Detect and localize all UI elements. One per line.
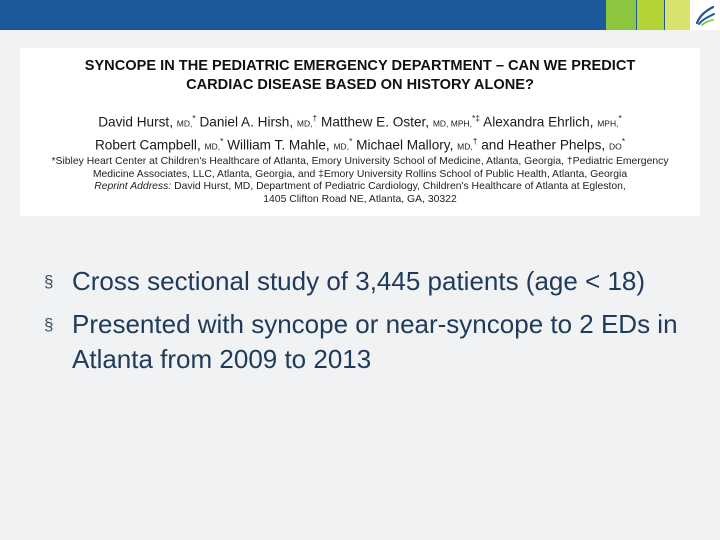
bullet-text: Cross sectional study of 3,445 patients (age < 18) [72,266,646,296]
paper-title-line-2: CARDIAC DISEASE BASED ON HISTORY ALONE? [186,77,534,93]
affiliation-line-2: Medicine Associates, LLC, Atlanta, Georgia, and ‡Emory University Rollins School of Public Health, Atlanta, Georgia [92,168,628,180]
author-name: Michael Mallory, [356,137,458,153]
bullet-item [44,264,694,300]
author-degree: DO [608,141,622,152]
author-mark: * [621,135,626,146]
author-degree: MD, [204,141,221,152]
reprint-text: David Hurst, MD, Department of Pediatric Cardiology, Children's Healthcare of Atlanta at Egleston, [171,181,626,192]
accent-swatch-3 [665,0,690,30]
reprint-address [20,181,700,194]
author-name: David Hurst, [98,114,177,130]
author-name: and Heather Phelps, [481,137,609,153]
paper-title [20,57,700,95]
author-list [20,110,700,155]
author-name: William T. Mahle, [227,137,334,153]
logo-box [690,0,720,30]
paper-header-card [20,48,700,216]
bullet-text: Presented with syncope or near-syncope to 2 EDs in Atlanta from 2009 to 2013 [72,308,678,374]
author-name: Matthew E. Oster, [321,114,433,130]
reprint-address-line-2: 1405 Clifton Road NE, Atlanta, GA, 30322 [263,193,457,205]
author-mark: † [472,135,478,146]
author-degree: MD, [333,141,350,152]
reprint-label: Reprint Address: [94,181,172,192]
accent-swatch-2 [637,0,664,30]
affiliations [20,156,700,206]
author-mark: * [618,113,622,123]
author-degree: MD, [176,118,193,129]
bullet-list [44,264,694,378]
author-mark: * [192,113,196,123]
author-degree: MD, [457,141,473,152]
author-degree: MD, MPH, [432,118,473,129]
author-line-2 [20,133,700,156]
author-name: Alexandra Ehrlich, [483,114,598,130]
author-name: Daniel A. Hirsh, [199,114,297,130]
bullet-item [44,307,694,378]
author-line-1 [20,110,700,133]
paper-title-line-1: SYNCOPE IN THE PEDIATRIC EMERGENCY DEPARTMENT – CAN WE PREDICT [84,58,636,74]
author-degree: MD, [296,118,313,129]
bullet-marker: § [44,314,54,334]
bird-logo-icon [694,3,716,27]
author-name: Robert Campbell, [94,137,205,153]
affiliation-line-1: *Sibley Heart Center at Children's Healthcare of Atlanta, Emory University School of Medicine, Atlanta, Georgia, †Pediatric Emergency [51,156,669,167]
author-mark: * [349,135,353,146]
author-mark: † [312,113,318,123]
bullet-marker: § [44,272,54,291]
author-degree: MPH, [597,118,619,129]
author-mark: * [220,135,224,146]
author-mark: *‡ [472,113,481,123]
accent-swatch-1 [606,0,636,30]
